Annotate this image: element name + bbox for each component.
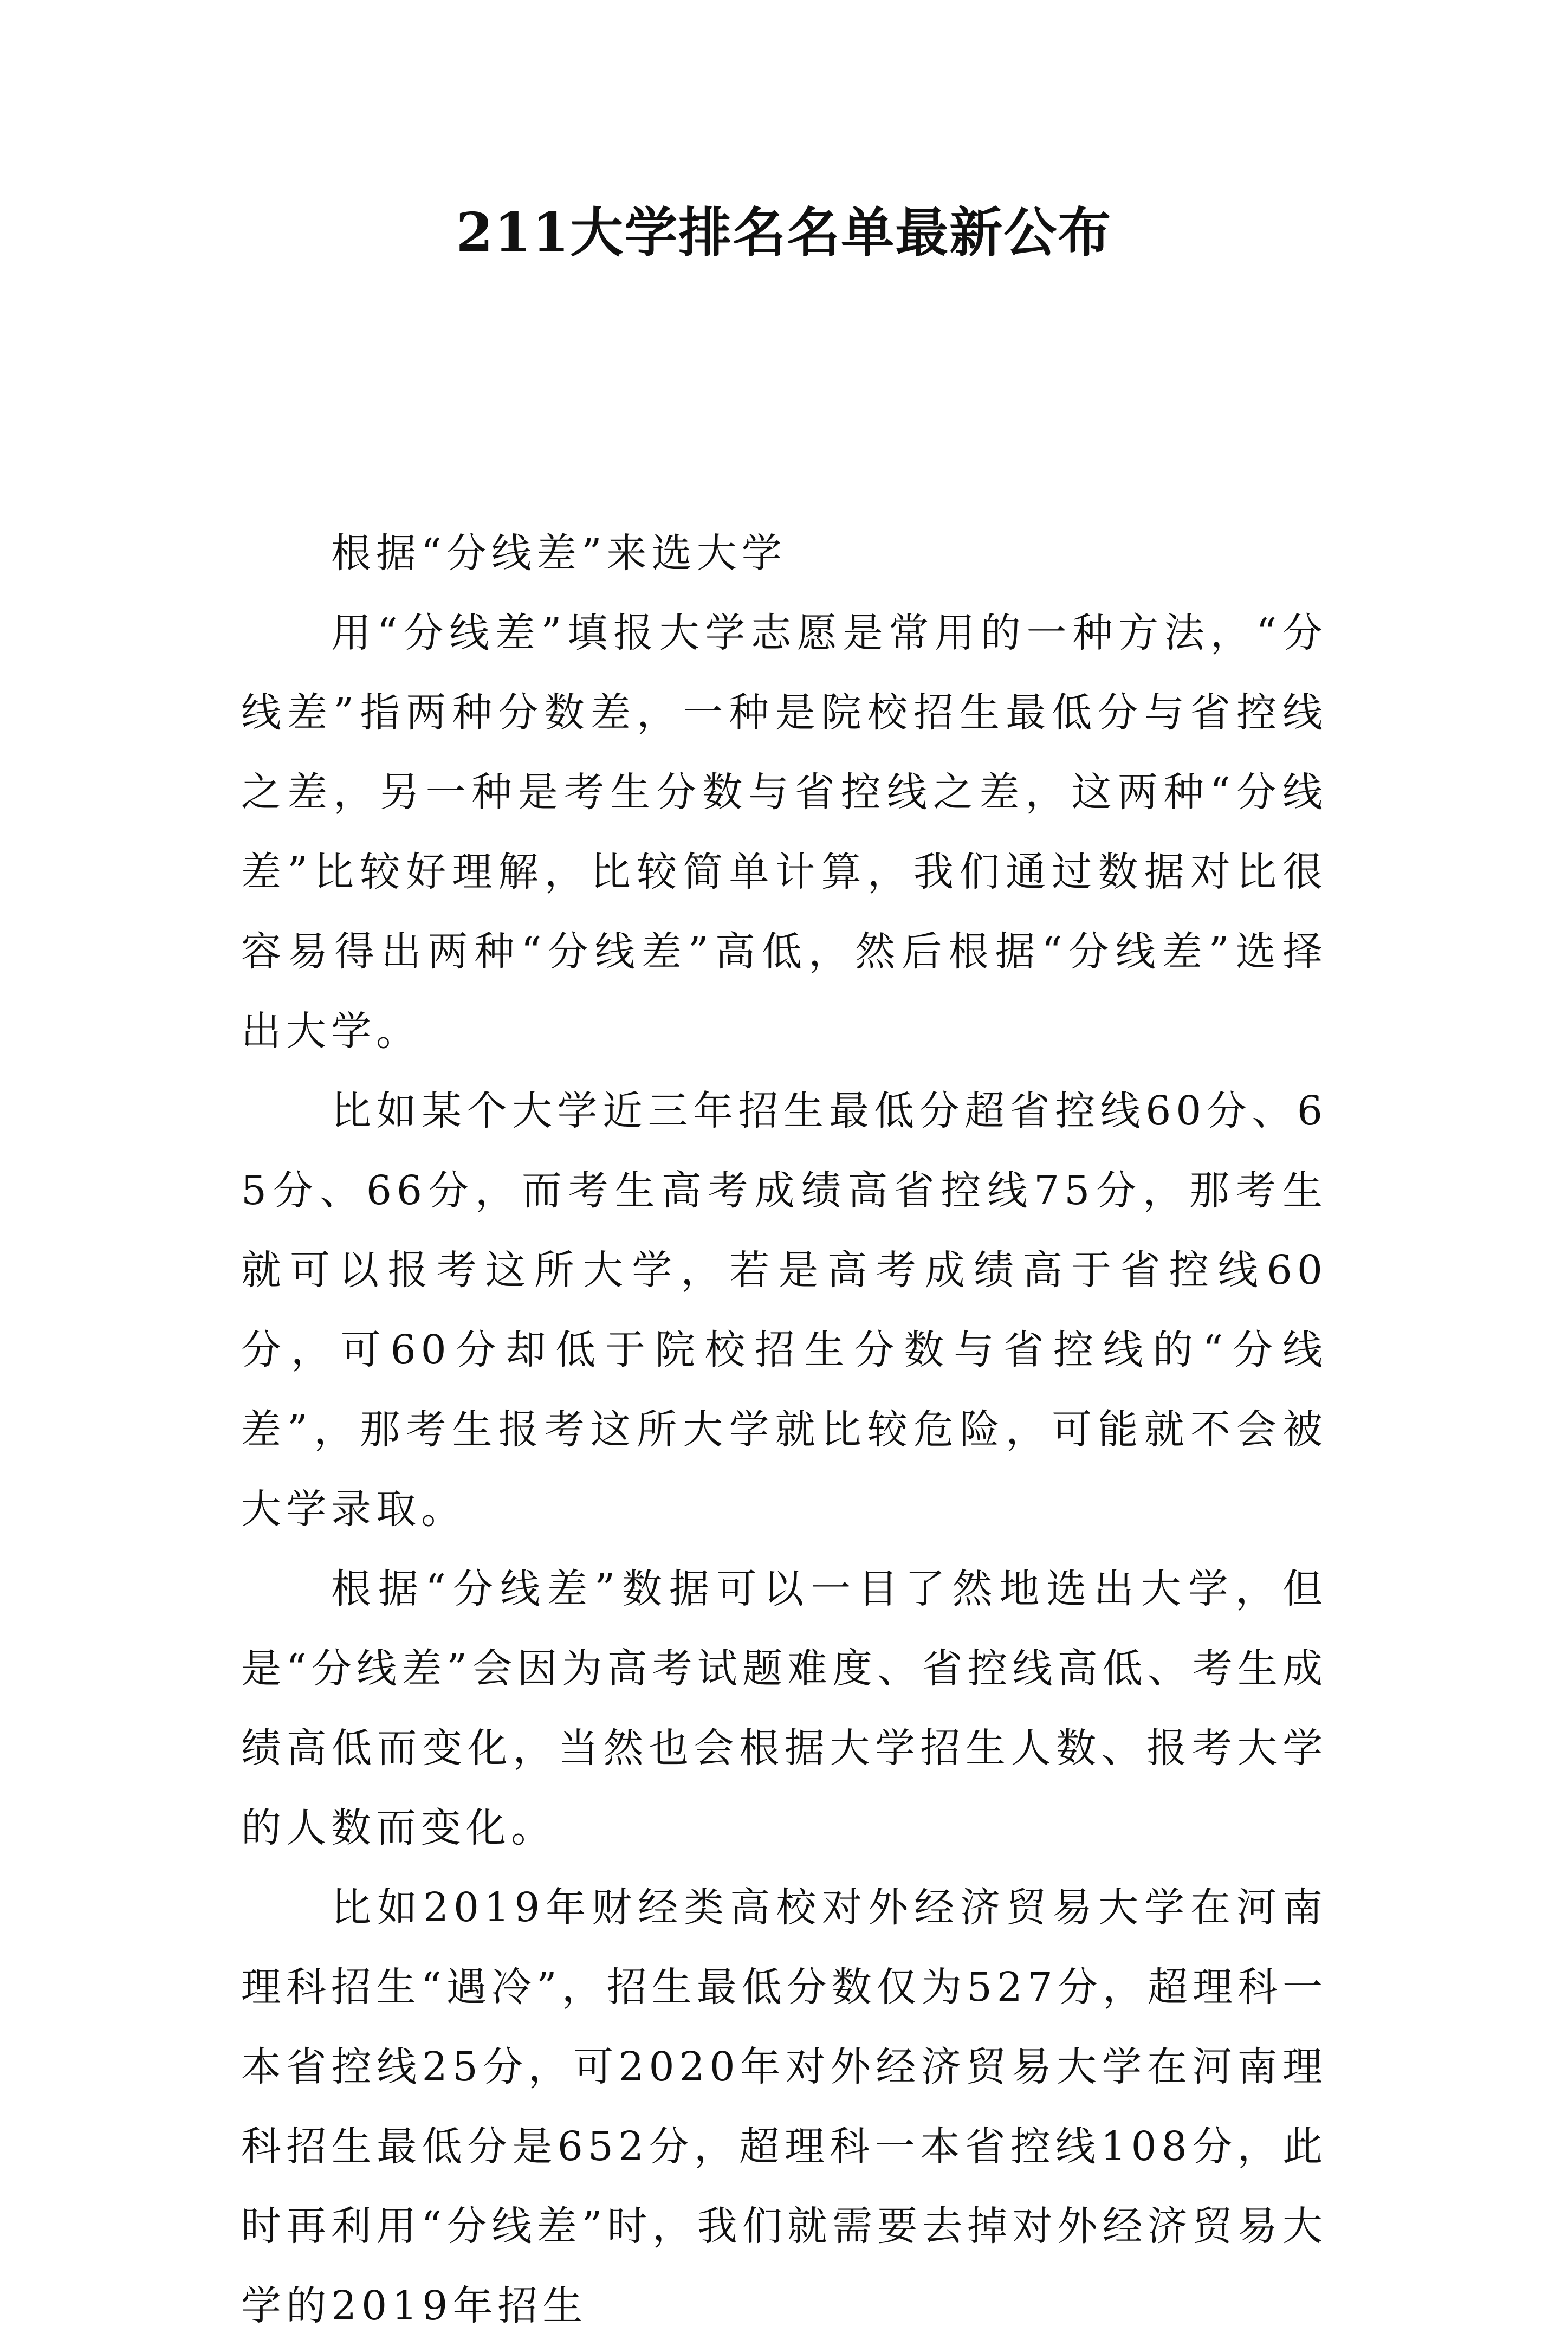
- paragraph-section-heading: 根据“分线差”来选大学: [331, 530, 787, 577]
- paragraph: 根据“分线差”数据可以一目了然地选出大学，但是“分线差”会因为高考试题难度、省控线高低、考生成绩高低而变化，当然也会根据大学招生人数、报考大学的人数而变化。: [241, 1566, 1327, 1851]
- document-title: 211大学排名名单最新公布: [456, 202, 1112, 264]
- paragraph: 比如2019年财经类高校对外经济贸易大学在河南理科招生“遇冷”，招生最低分数仅为527分，超理科一本省控线25分，可2020年对外经济贸易大学在河南理科招生最低分是652分，超理科一本省控线108分，此时再利用“分线差”时，我们就需要去掉对外经济贸易大学的2019年招生: [241, 1884, 1327, 2329]
- paragraph: 比如某个大学近三年招生最低分超省控线60分、65分、66分，而考生高考成绩高省控线75分，那考生就可以报考这所大学，若是高考成绩高于省控线60分，可60分却低于院校招生分数与省控线的“分线差”，那考生报考这所大学就比较危险，可能就不会被大学录取。: [241, 1088, 1327, 1533]
- document-body: [241, 514, 1327, 2346]
- paragraph: 用“分线差”填报大学志愿是常用的一种方法，“分线差”指两种分数差，一种是院校招生最低分与省控线之差，另一种是考生分数与省控线之差，这两种“分线差”比较好理解，比较简单计算，我们通过数据对比很容易得出两种“分线差”高低，然后根据“分线差”选择出大学。: [241, 610, 1327, 1055]
